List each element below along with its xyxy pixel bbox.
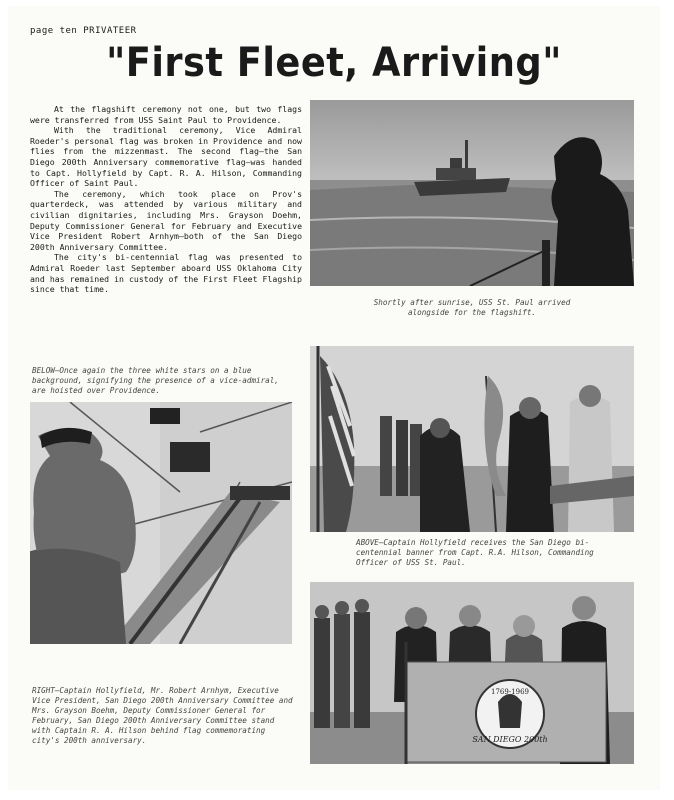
hoisting-flag-image xyxy=(30,402,292,644)
caption-top-right: Shortly after sunrise, USS St. Paul arrived alongside for the flagshift. xyxy=(373,298,571,317)
group-flag-image xyxy=(310,582,634,764)
article-paragraph: The city's bi-centennial flag was presented to Admiral Roeder last September aboard USS Oklahoma City and has remained in custody of the First Fleet Flagship since that time. xyxy=(30,252,302,295)
caption-below: BELOW—Once again the three white stars on a blue background, signifying the presence of a vice-admiral, are hoisted over Providence. xyxy=(32,366,279,395)
article-paragraph: The ceremony, which took place on Prov's quarterdeck, was attended by various military and civilian dignitaries, including Mrs. Grayson Doehm, Deputy Commissioner General for February and Executive Vice President Robert Arnhym—both of the San Diego 200th Anniversary Committee. xyxy=(30,188,302,252)
photo-hoisting-flag xyxy=(30,402,292,644)
article-body xyxy=(30,104,302,295)
flag-emblem-year: 1769-1969 xyxy=(491,688,529,696)
banner-ceremony-image xyxy=(310,346,634,532)
page-header: page ten PRIVATEER xyxy=(30,26,137,36)
document-page xyxy=(8,6,660,790)
photo-group-flag xyxy=(310,582,634,764)
article-paragraph: At the flagshift ceremony not one, but two flags were transferred from USS Saint Paul to Providence. xyxy=(30,104,302,125)
article-title: "First Fleet, Arriving" xyxy=(106,40,562,86)
photo-banner-ceremony xyxy=(310,346,634,532)
article-paragraph: With the traditional ceremony, Vice Admiral Roeder's personal flag was broken in Providence and now flies from the mizzenmast. The second flag—the San Diego 200th Anniversary commemorative flag—was handed to Capt. Hollyfield by Capt. R. A. Hilson, Commanding Officer of Saint Paul. xyxy=(30,125,302,189)
sunrise-ship-image xyxy=(310,100,634,286)
flag-emblem-city: SAN DIEGO 200th xyxy=(472,735,548,744)
caption-above: ABOVE—Captain Hollyfield receives the San Diego bi-centennial banner from Capt. R.A. Hilson, Commanding Officer of USS St. Paul. xyxy=(356,538,594,567)
caption-right: RIGHT—Captain Hollyfield, Mr. Robert Arnhym, Executive Vice President, San Diego 200th Anniversary Committee and Mrs. Grayson Boehm, Deputy Commissioner General for February, San Diego 200th Anniversary Committee stand with Captain R. A. Hilson behind flag commemorating city's 200th anniversary. xyxy=(32,686,293,745)
photo-sunrise-ship xyxy=(310,100,634,286)
